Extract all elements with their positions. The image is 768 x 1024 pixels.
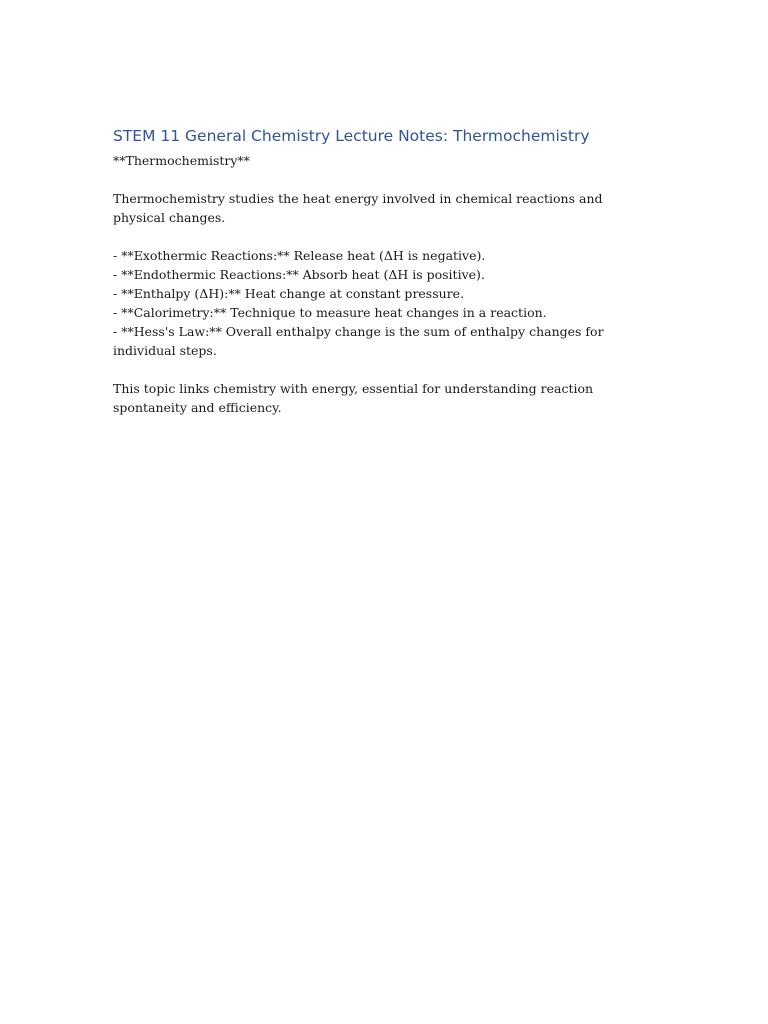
section-subheading: **Thermochemistry** <box>113 153 250 168</box>
bullet-exothermic: - **Exothermic Reactions:** Release heat (ΔH is negative). <box>113 248 486 263</box>
bullet-calorimetry: - **Calorimetry:** Technique to measure heat changes in a reaction. <box>113 305 547 320</box>
document-title: STEM 11 General Chemistry Lecture Notes: Thermochemistry <box>113 127 590 145</box>
conclusion-paragraph: This topic links chemistry with energy, essential for understanding reaction spontaneity and efficiency. <box>113 381 594 415</box>
document-content <box>113 124 643 436</box>
bullet-enthalpy: - **Enthalpy (ΔH):** Heat change at constant pressure. <box>113 286 465 301</box>
bullet-hess-law: - **Hess's Law:** Overall enthalpy change is the sum of enthalpy changes for individual steps. <box>113 324 604 358</box>
bullet-endothermic: - **Endothermic Reactions:** Absorb heat (ΔH is positive). <box>113 267 485 282</box>
bullet-list <box>113 246 643 360</box>
intro-paragraph: Thermochemistry studies the heat energy involved in chemical reactions and physical changes. <box>113 191 603 225</box>
